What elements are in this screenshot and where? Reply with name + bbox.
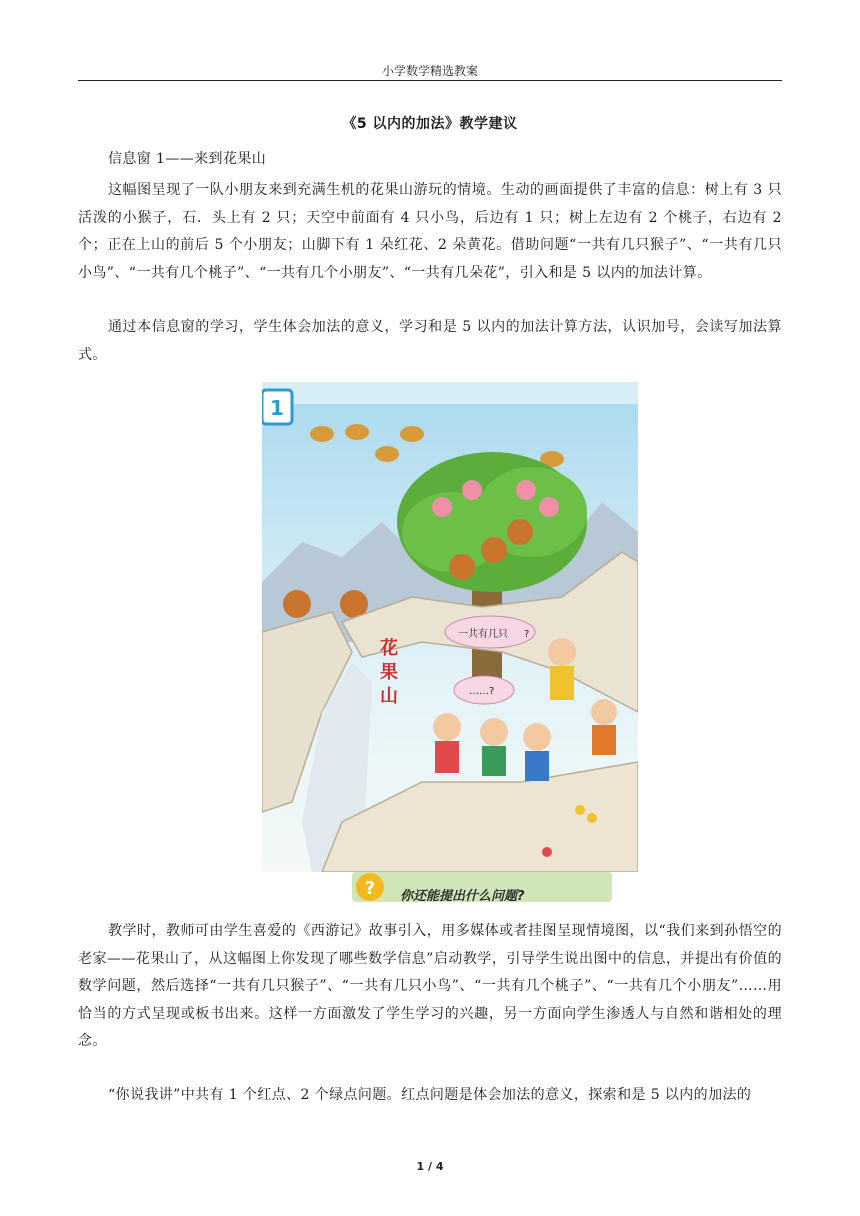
speech-bubble-1-end: ? — [524, 629, 530, 640]
monkey — [283, 590, 311, 618]
monkey — [449, 554, 475, 580]
bird — [400, 426, 424, 442]
peach — [462, 480, 482, 500]
paragraph-1: 这幅图呈现了一队小朋友来到充满生机的花果山游玩的情境。生动的画面提供了丰富的信息：树上有 3 只活泼的小猴子，石．头上有 2 只；天空中前面有 4 只小鸟，后边有 1 只；树上左边有 2 个桃子，右边有 2 个；正在上山的前后 5 个小朋友；山脚下有 1 朵红花、2 朵黄花。借助问题“一共有几只猴子”、“一共有几只小鸟”、“一共有几个桃子”、“一共有几个小朋友”、“一共有几朵花”，引入和是 5 以内的加法计算。 — [78, 182, 782, 281]
child — [523, 723, 551, 751]
page-number: 1 / 4 — [416, 1160, 444, 1173]
peach — [539, 497, 559, 517]
illustration-huaguoshan — [262, 382, 638, 872]
child — [433, 713, 461, 741]
flower — [587, 813, 597, 823]
bird — [375, 446, 399, 462]
mountain-sign — [379, 637, 398, 707]
child — [591, 699, 617, 725]
paragraph-4: “你说我讲”中共有 1 个红点、2 个绿点问题。红点问题是体会加法的意义，探索和是 5 以内的加法的 — [108, 1087, 752, 1103]
badge-number: 1 — [270, 396, 284, 420]
section-heading: 信息窗 1——来到花果山 — [108, 151, 267, 167]
header-divider — [78, 80, 782, 81]
child — [480, 718, 508, 746]
figure-caption: 你还能提出什么问题? — [400, 889, 525, 904]
peach — [432, 497, 452, 517]
paragraph-2: 通过本信息窗的学习，学生体会加法的意义，学习和是 5 以内的加法计算方法，认识加号，会读写加法算式。 — [78, 319, 782, 363]
child — [548, 638, 576, 666]
monkey — [507, 519, 533, 545]
sign-char-2: 果 — [380, 662, 398, 683]
document-title: 《5 以内的加法》教学建议 — [342, 116, 518, 132]
flower — [575, 805, 585, 815]
peach — [516, 480, 536, 500]
sign-char-3: 山 — [380, 686, 398, 707]
bird — [345, 424, 369, 440]
speech-bubble-1-text: 一共有几只 — [458, 629, 508, 640]
sign-char-1: 花 — [380, 638, 398, 659]
monkey — [481, 537, 507, 563]
speech-bubble-2-text: ……? — [469, 686, 495, 697]
question-icon-glyph: ? — [364, 878, 376, 899]
paragraph-3: 教学时，教师可由学生喜爱的《西游记》故事引入，用多媒体或者挂图呈现情境图，以“我们来到孙悟空的老家——花果山了，从这幅图上你发现了哪些数学信息”启动教学，引导学生说出图中的信息，并提出有价值的数学问题，然后选择“一共有几只猴子”、“一共有几只小鸟”、“一共有几个桃子”、“一共有几个小朋友”……用恰当的方式呈现或板书出来。这样一方面激发了学生学习的兴趣，另一方面向学生渗透人与自然和谐相处的理念。 — [78, 923, 782, 1049]
running-header: 小学数学精选教案 — [381, 64, 478, 78]
banner-strip — [262, 382, 638, 404]
flower — [542, 847, 552, 857]
bird — [310, 426, 334, 442]
